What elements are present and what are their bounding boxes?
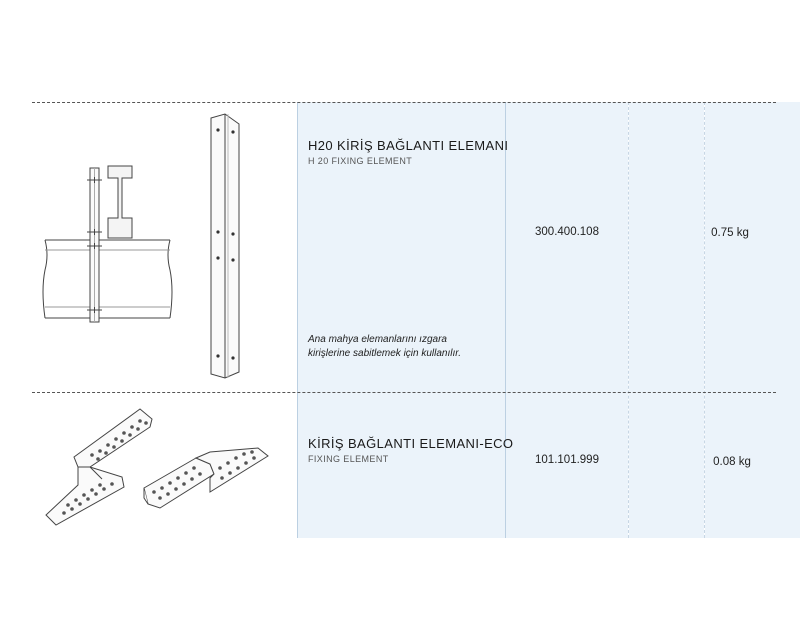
- product-code: 300.400.108: [535, 226, 599, 238]
- fixing-bar-drawing: [205, 112, 245, 380]
- product-title: KİRİŞ BAĞLANTI ELEMANI-ECO: [308, 436, 514, 451]
- row-top-rule: [32, 102, 776, 103]
- product-subtitle: H 20 FIXING ELEMENT: [308, 156, 413, 166]
- column-divider: [704, 102, 705, 538]
- column-divider: [505, 102, 506, 538]
- weight-column-bg: [705, 102, 800, 538]
- column-divider: [628, 102, 629, 538]
- code-column-bg: [506, 102, 628, 538]
- description-line: Ana mahya elemanlarını ızgara: [308, 334, 447, 345]
- product-weight: 0.08 kg: [713, 456, 751, 468]
- product-subtitle: FIXING ELEMENT: [308, 454, 389, 464]
- perforated-bracket-right-drawing: [140, 438, 275, 523]
- product-description: [308, 333, 508, 361]
- product-code: 101.101.999: [535, 454, 599, 466]
- h20-beam-assembly-drawing: [40, 160, 180, 330]
- product-title: H20 KİRİŞ BAĞLANTI ELEMANI: [308, 138, 509, 153]
- row-separator-rule: [32, 392, 776, 393]
- empty-column-bg: [629, 102, 704, 538]
- column-divider: [297, 102, 298, 538]
- name-column-bg: [297, 102, 505, 538]
- product-weight: 0.75 kg: [711, 227, 749, 239]
- description-line: kirişlerine sabitlemek için kullanılır.: [308, 348, 462, 359]
